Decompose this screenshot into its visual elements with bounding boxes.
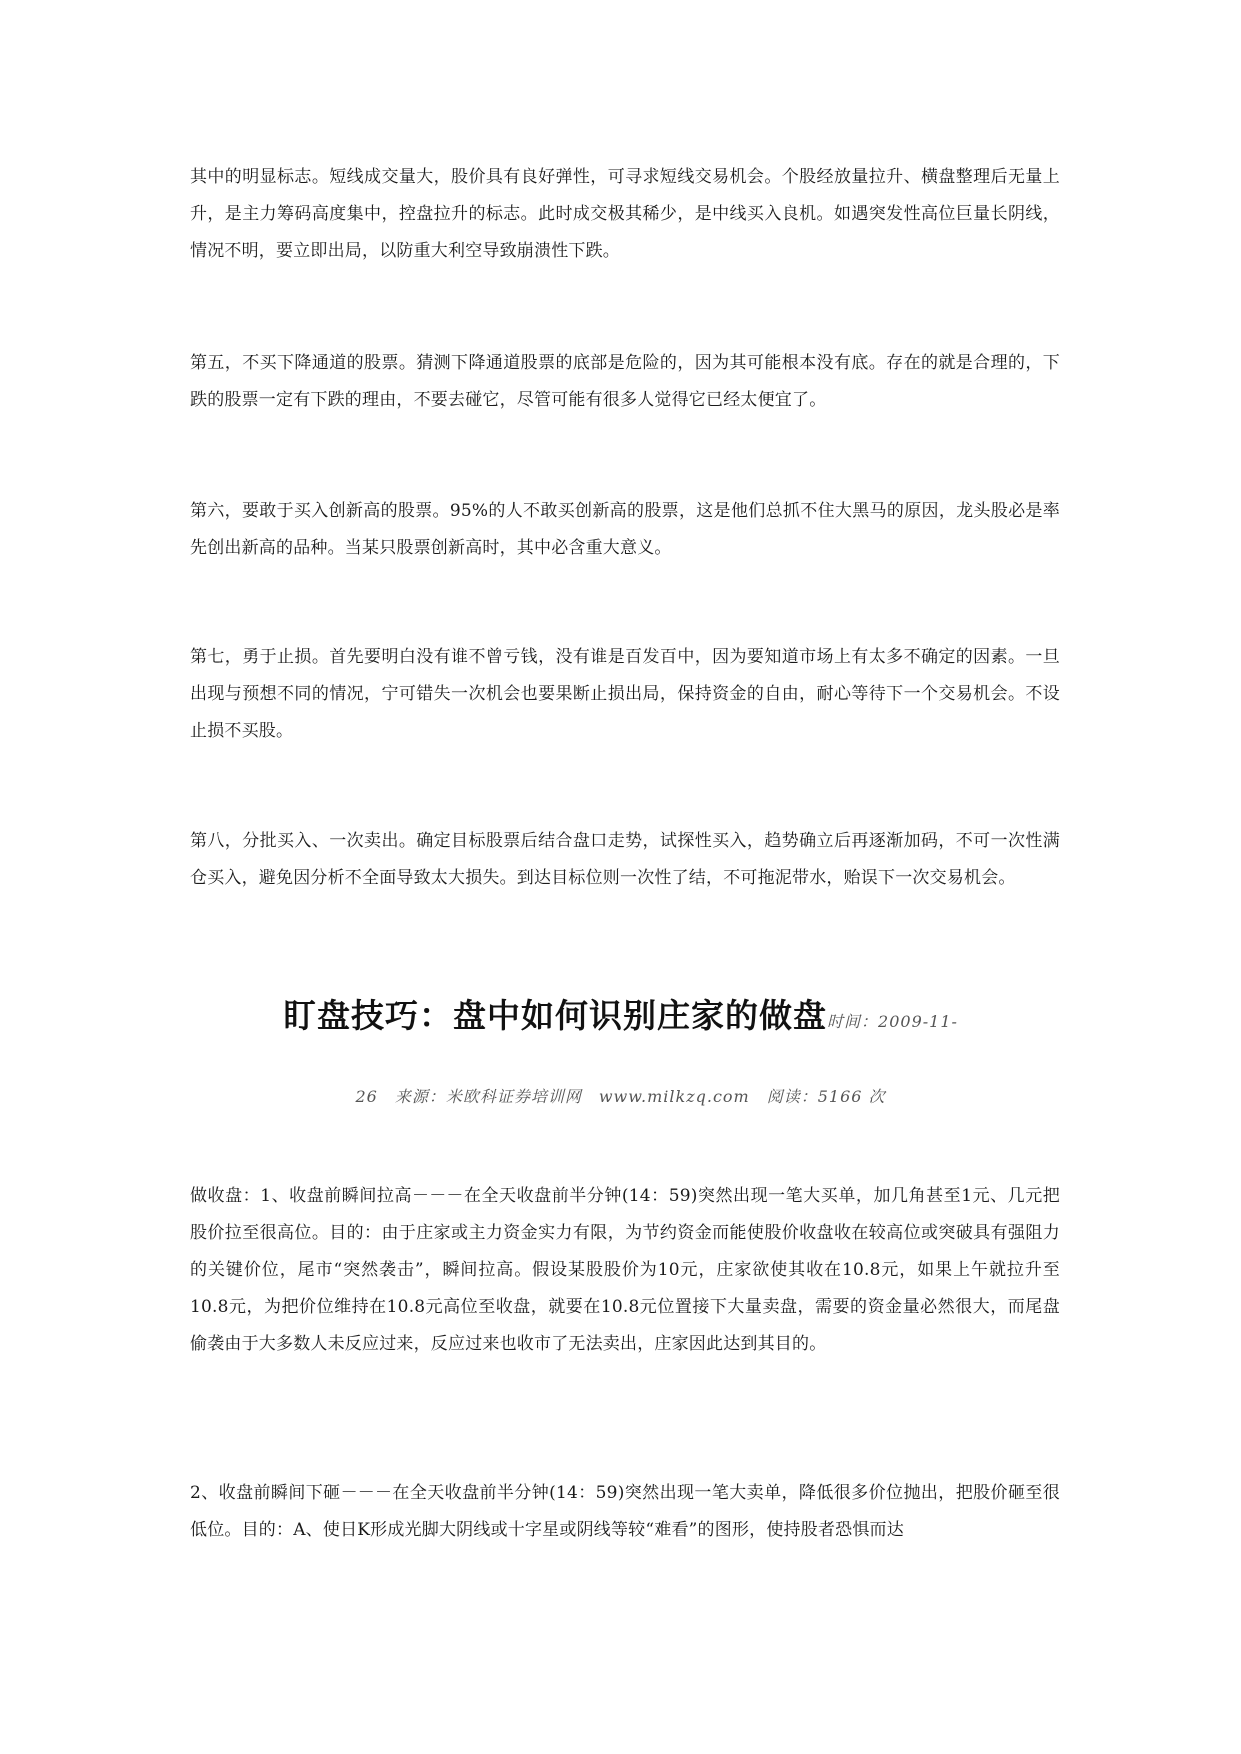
paragraph-closing-drop: 2、收盘前瞬间下砸－－－在全天收盘前半分钟(14：59)突然出现一笔大卖单，降低很多价位抛出，把股价砸至很低位。目的：A、使日K形成光脚大阴线或十字星或阴线等较“难看”的图形，使持股者恐惧而达 [190,1483,1060,1540]
paragraph-sixth: 第六，要敢于买入创新高的股票。95%的人不敢买创新高的股票，这是他们总抓不住大黑马的原因，龙头股必是率先创出新高的品种。当某只股票创新高时，其中必含重大意义。 [190,501,1060,558]
paragraph-closing-pull: 做收盘：1、收盘前瞬间拉高－－－在全天收盘前半分钟(14：59)突然出现一笔大买单，加几角甚至1元、几元把股价拉至很高位。目的：由于庄家或主力资金实力有限，为节约资金而能使股价收盘收在较高位或突破具有强阻力的关键价位，尾市“突然袭击”，瞬间拉高。假设某股股价为10元，庄家欲使其收在10.8元，如果上午就拉升至10.8元，为把价位维持在10.8元高位至收盘，就要在10.8元位置接下大量卖盘，需要的资金量必然很大，而尾盘偷袭由于大多数人未反应过来，反应过来也收市了无法卖出，庄家因此达到其目的。 [190,1186,1060,1354]
article-heading [0,990,1241,1037]
article-meta-time: 时间：2009-11- [827,1012,958,1031]
paragraph-fifth: 第五，不买下降通道的股票。猜测下降通道股票的底部是危险的，因为其可能根本没有底。存在的就是合理的，下跌的股票一定有下跌的理由，不要去碰它，尽管可能有很多人觉得它已经太便宜了。 [190,353,1060,410]
paragraph-eighth: 第八，分批买入、一次卖出。确定目标股票后结合盘口走势，试探性买入，趋势确立后再逐渐加码，不可一次性满仓买入，避免因分析不全面导致太大损失。到达目标位则一次性了结，不可拖泥带水，贻误下一次交易机会。 [190,831,1060,888]
article-meta: 26 来源：米欧科证券培训网 www.milkzq.com 阅读：5166 次 [355,1087,886,1106]
article-title: 盯盘技巧：盘中如何识别庄家的做盘 [283,996,828,1035]
paragraph-seventh: 第七，勇于止损。首先要明白没有谁不曾亏钱，没有谁是百发百中，因为要知道市场上有太多不确定的因素。一旦出现与预想不同的情况，宁可错失一次机会也要果断止损出局，保持资金的自由，耐心等待下一个交易机会。不设止损不买股。 [190,647,1060,741]
paragraph-intro: 其中的明显标志。短线成交量大，股价具有良好弹性，可寻求短线交易机会。个股经放量拉升、横盘整理后无量上升，是主力筹码高度集中，控盘拉升的标志。此时成交极其稀少，是中线买入良机。如遇突发性高位巨量长阴线，情况不明，要立即出局，以防重大利空导致崩溃性下跌。 [190,167,1060,261]
